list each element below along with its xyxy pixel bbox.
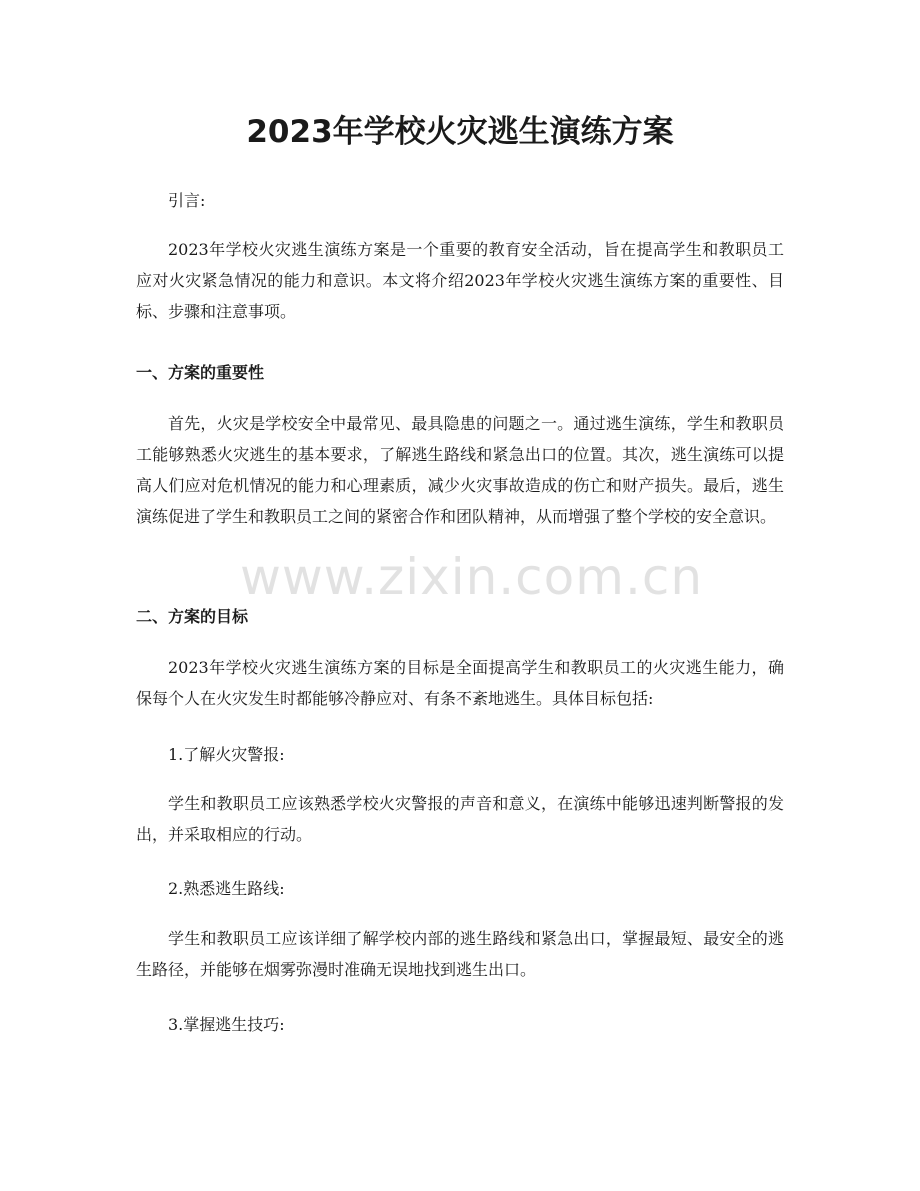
item2-text: 学生和教职员工应该详细了解学校内部的逃生路线和紧急出口，掌握最短、最安全的逃生路径，并能够在烟雾弥漫时准确无误地找到逃生出口。 xyxy=(136,929,784,979)
document-title: 2023年学校火灾逃生演练方案 xyxy=(246,114,674,150)
item1-text: 学生和教职员工应该熟悉学校火灾警报的声音和意义，在演练中能够迅速判断警报的发出，并采取相应的行动。 xyxy=(136,794,784,844)
item3-label: 3.掌握逃生技巧: xyxy=(168,1015,285,1034)
watermark-text: www.zixin.com.cn xyxy=(240,548,704,606)
section2-heading: 二、方案的目标 xyxy=(136,607,249,626)
item1-label: 1.了解火灾警报: xyxy=(168,745,285,764)
section1-heading: 一、方案的重要性 xyxy=(136,363,265,382)
item2-label: 2.熟悉逃生路线: xyxy=(168,879,285,898)
section2-paragraph: 2023年学校火灾逃生演练方案的目标是全面提高学生和教职员工的火灾逃生能力，确保每个人在火灾发生时都能够冷静应对、有条不紊地逃生。具体目标包括: xyxy=(136,658,784,708)
intro-paragraph: 2023年学校火灾逃生演练方案是一个重要的教育安全活动，旨在提高学生和教职员工应对火灾紧急情况的能力和意识。本文将介绍2023年学校火灾逃生演练方案的重要性、目标、步骤和注意事项。 xyxy=(136,240,784,321)
intro-label: 引言: xyxy=(168,191,206,210)
section1-paragraph: 首先，火灾是学校安全中最常见、最具隐患的问题之一。通过逃生演练，学生和教职员工能够熟悉火灾逃生的基本要求，了解逃生路线和紧急出口的位置。其次，逃生演练可以提高人们应对危机情况的能力和心理素质，减少火灾事故造成的伤亡和财产损失。最后，逃生演练促进了学生和教职员工之间的紧密合作和团队精神，从而增强了整个学校的安全意识。 xyxy=(136,414,784,526)
